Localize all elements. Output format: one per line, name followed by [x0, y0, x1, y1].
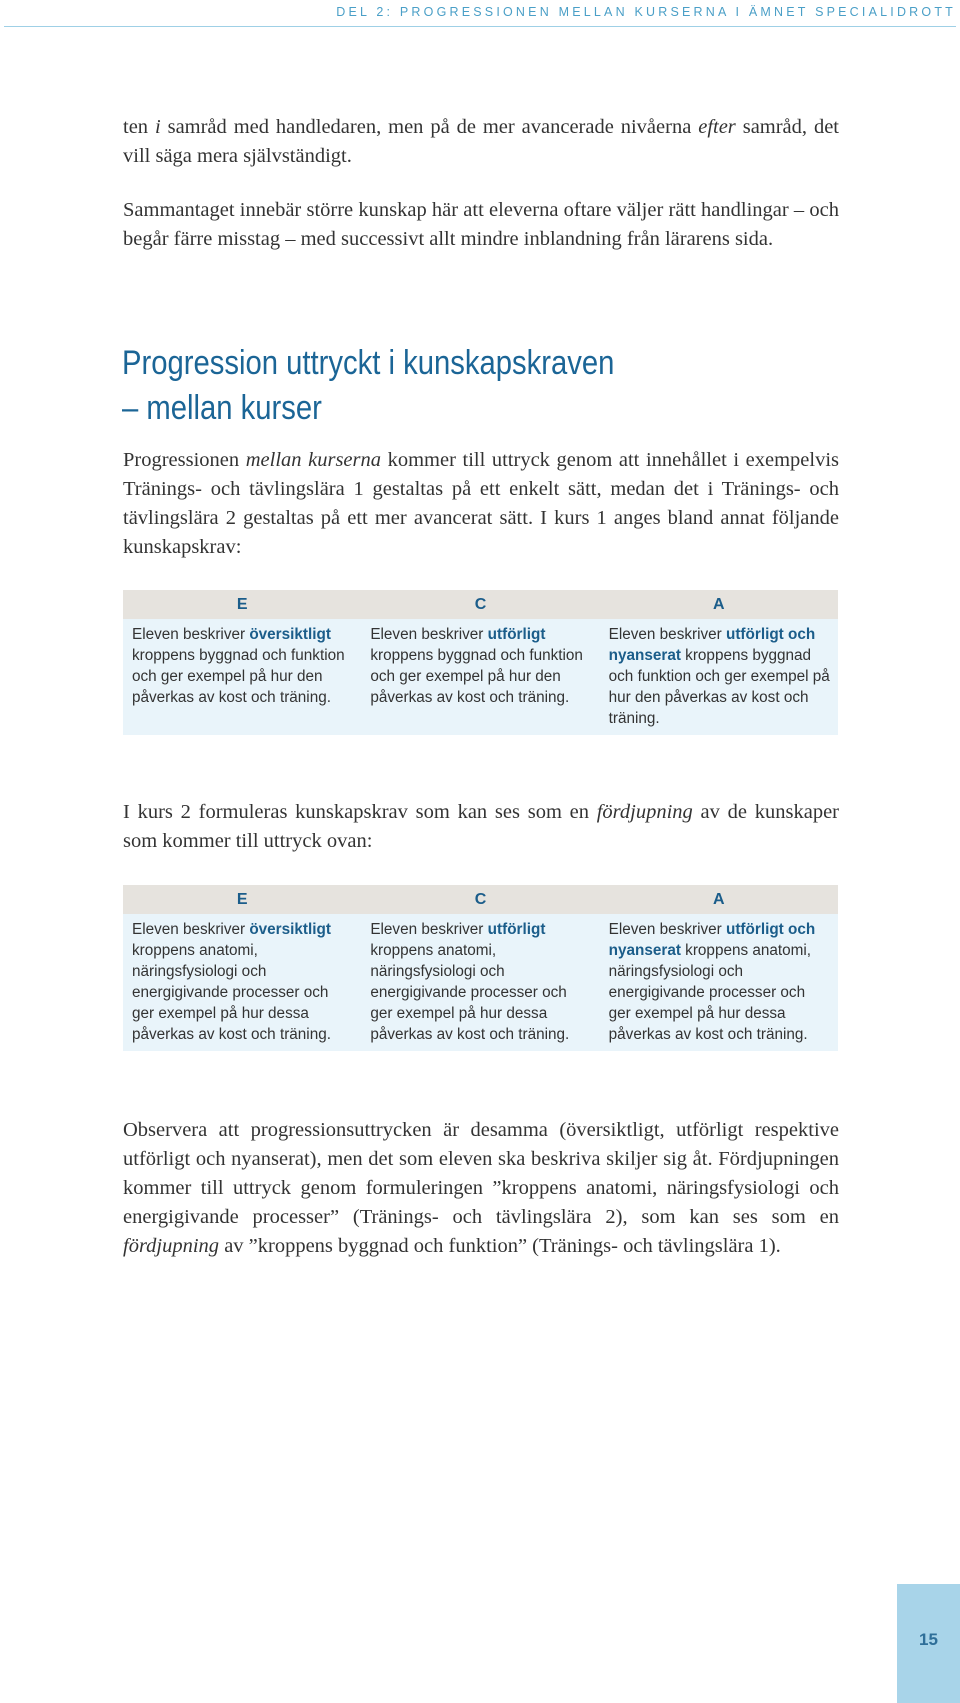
- requirement-cell-e: Eleven beskriver översiktligt kroppens anatomi, näringsfysiologi och energigivande processer och ger exempel på hur dessa påverkas av kost och träning.: [132, 921, 331, 1043]
- requirement-cell-a: Eleven beskriver utförligt och nyanserat kroppens byggnad och funktion och ger exempel på hur den påverkas av kost och träning.: [608, 626, 830, 727]
- table-body-row: [123, 914, 838, 1051]
- page-number-tab: [897, 1584, 960, 1703]
- table-body-row: [123, 619, 838, 735]
- grade-header-a: A: [713, 891, 725, 908]
- grade-header-e: E: [236, 891, 248, 908]
- page-number: 15: [919, 1630, 938, 1649]
- running-header: [0, 0, 960, 28]
- section-heading: Progression uttryckt i kunskapskraven – mellan kurser: [122, 344, 615, 427]
- requirement-cell-c: Eleven beskriver utförligt kroppens byggnad och funktion och ger exempel på hur den påverkas av kost och träning.: [370, 626, 583, 706]
- intro-paragraph-2: Sammantaget innebär större kunskap här att eleverna oftare väljer rätt handlingar – och begår färre misstag – med successivt allt mindre inblandning från lärarens sida.: [123, 199, 839, 250]
- requirement-cell-e: Eleven beskriver översiktligt kroppens byggnad och funktion och ger exempel på hur den påverkas av kost och träning.: [132, 626, 345, 706]
- table-header-row: [123, 590, 838, 619]
- grade-header-a: A: [713, 596, 725, 613]
- section-paragraph-2: I kurs 2 formuleras kunskapskrav som kan ses som en fördjupning av de kunskaper som kommer till uttryck ovan:: [123, 801, 839, 852]
- section-paragraph-3: Observera att progressionsuttrycken är desamma (översiktligt, utförligt respektive utförligt och nyanserat), men det som eleven ska beskriva skiljer sig åt. Fördjupningen kommer till uttryck genom formuleringen ”kroppens anatomi, näringsfysiologi och energigivande processer” (Tränings- och tävlingslära 2), som kan ses som en fördjupning av ”kroppens byggnad och funktion” (Tränings- och tävlingslära 1).: [123, 1119, 839, 1257]
- section-paragraph-1: Progressionen mellan kurserna kommer till uttryck genom att innehållet i exempelvis Tränings- och tävlingslära 1 gestaltas på ett enkelt sätt, medan det i Tränings- och tävlingslära 2 gestaltas på ett mer avancerat sätt. I kurs 1 anges bland annat följande kunskapskrav:: [123, 449, 840, 558]
- requirements-table-course-2: [123, 885, 838, 1051]
- requirement-cell-c: Eleven beskriver utförligt kroppens anatomi, näringsfysiologi och energigivande processer och ger exempel på hur dessa påverkas av kost och träning.: [370, 921, 570, 1043]
- intro-paragraph-1: ten i samråd med handledaren, men på de mer avancerade nivåerna efter samråd, det vill säga mera självständigt.: [123, 116, 839, 167]
- requirement-cell-a: Eleven beskriver utförligt och nyanserat kroppens anatomi, näringsfysiologi och energigivande processer och ger exempel på hur dessa påverkas av kost och träning.: [608, 921, 816, 1043]
- header-divider: [4, 26, 956, 27]
- grade-header-e: E: [236, 596, 248, 613]
- table-header-row: [123, 885, 838, 914]
- running-header-title: DEL 2: PROGRESSIONEN MELLAN KURSERNA I ÄMNET SPECIALIDROTT: [336, 5, 956, 19]
- grade-header-c: C: [474, 596, 487, 613]
- grade-header-c: C: [474, 891, 487, 908]
- requirements-table-course-1: [123, 590, 838, 735]
